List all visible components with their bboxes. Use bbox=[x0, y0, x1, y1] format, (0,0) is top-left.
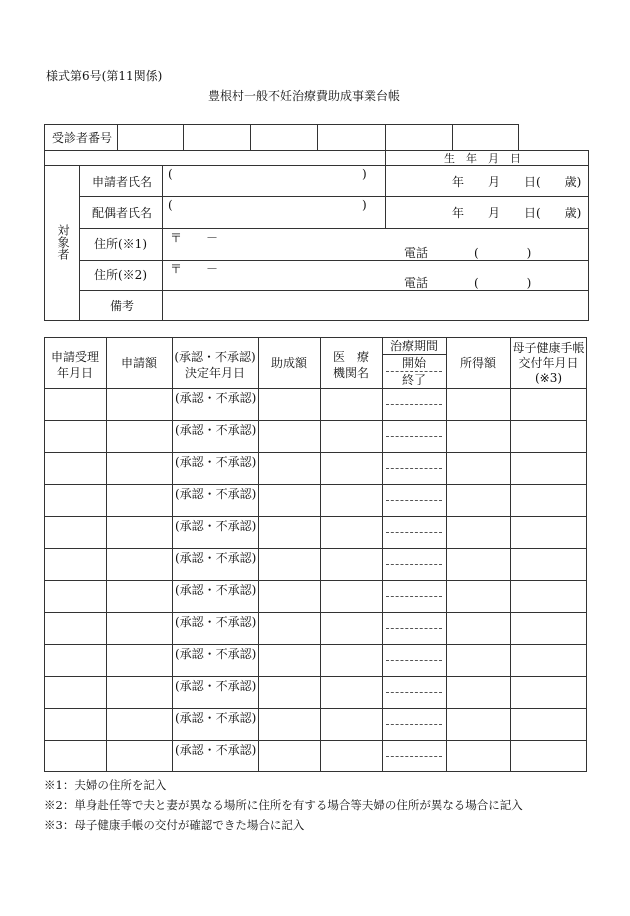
period-divider bbox=[386, 436, 442, 437]
address1-label: 住所(※1) bbox=[94, 237, 147, 251]
decision-status-text: (承認・不承認) bbox=[175, 551, 257, 565]
patient-number-input[interactable] bbox=[118, 125, 518, 150]
page-title: 豊根村一般不妊治療費助成事業台帳 bbox=[208, 89, 401, 103]
header-amount-applied: 申請額 bbox=[120, 356, 157, 370]
subject-info-table bbox=[44, 124, 589, 321]
header-period: 治療期間 bbox=[389, 339, 438, 353]
ledger-row[interactable] bbox=[44, 548, 587, 580]
ledger-row[interactable] bbox=[44, 484, 587, 516]
decision-status-text: (承認・不承認) bbox=[175, 455, 257, 469]
header-decision: (承認・不承認) 決定年月日 bbox=[174, 350, 256, 380]
subject-label: 対象者 bbox=[56, 224, 70, 260]
decision-status-text: (承認・不承認) bbox=[175, 423, 257, 437]
footnotes bbox=[44, 775, 523, 835]
period-divider bbox=[386, 404, 442, 405]
decision-status-text: (承認・不承認) bbox=[175, 743, 257, 757]
applicant-kana-close: ) bbox=[362, 167, 367, 181]
decision-status-text: (承認・不承認) bbox=[175, 583, 257, 597]
ledger-row[interactable] bbox=[44, 612, 587, 644]
spouse-name-field[interactable] bbox=[163, 197, 384, 228]
patient-number-label: 受診者番号 bbox=[52, 131, 113, 145]
phone-parens-2: ( ) bbox=[474, 276, 532, 290]
birth-date-header: 生 年 月 日 bbox=[444, 152, 521, 165]
ledger-table bbox=[44, 337, 587, 772]
decision-status-text: (承認・不承認) bbox=[175, 647, 257, 661]
period-divider bbox=[386, 660, 442, 661]
header-income: 所得額 bbox=[459, 356, 496, 370]
spouse-birth-age: 年 月 日( 歳) bbox=[452, 206, 582, 220]
postal-mark-2: 〒 － bbox=[170, 262, 219, 276]
form-number: 様式第6号(第11関係) bbox=[46, 69, 163, 83]
footnote-1: ※1：夫婦の住所を記入 bbox=[44, 778, 167, 792]
header-receipt-date: 申請受理 年月日 bbox=[50, 350, 99, 380]
footnote-2: ※2：単身赴任等で夫と妻が異なる場所に住所を有する場合等夫婦の住所が異なる場合に記入 bbox=[44, 798, 523, 812]
phone-label-1: 電話 bbox=[404, 246, 429, 260]
phone-label-2: 電話 bbox=[404, 276, 429, 290]
footnote-3: ※3：母子健康手帳の交付が確認できた場合に記入 bbox=[44, 818, 305, 832]
address2-label: 住所(※2) bbox=[94, 268, 147, 282]
ledger-row[interactable] bbox=[44, 420, 587, 452]
period-divider bbox=[386, 628, 442, 629]
ledger-row[interactable] bbox=[44, 516, 587, 548]
decision-status-text: (承認・不承認) bbox=[175, 391, 257, 405]
spouse-kana-open: ( bbox=[168, 198, 173, 212]
applicant-name-label: 申請者氏名 bbox=[92, 175, 153, 189]
ledger-row[interactable] bbox=[44, 644, 587, 676]
decision-status-text: (承認・不承認) bbox=[175, 519, 257, 533]
period-divider bbox=[386, 564, 442, 565]
ledger-row[interactable] bbox=[44, 388, 587, 420]
header-subsidy: 助成額 bbox=[270, 356, 307, 370]
ledger-row[interactable] bbox=[44, 740, 587, 772]
header-period-end: 終了 bbox=[401, 373, 426, 387]
ledger-row[interactable] bbox=[44, 580, 587, 612]
applicant-birth-age: 年 月 日( 歳) bbox=[452, 175, 582, 189]
period-divider bbox=[386, 596, 442, 597]
applicant-name-field[interactable] bbox=[163, 166, 384, 196]
notes-label: 備考 bbox=[110, 299, 135, 313]
spouse-kana-close: ) bbox=[362, 198, 367, 212]
period-divider bbox=[386, 724, 442, 725]
period-divider bbox=[386, 468, 442, 469]
ledger-row[interactable] bbox=[44, 452, 587, 484]
decision-status-text: (承認・不承認) bbox=[175, 679, 257, 693]
period-divider bbox=[386, 500, 442, 501]
decision-status-text: (承認・不承認) bbox=[175, 487, 257, 501]
applicant-kana-open: ( bbox=[168, 167, 173, 181]
period-divider bbox=[386, 692, 442, 693]
header-period-start: 開始 bbox=[401, 356, 426, 370]
postal-mark-1: 〒 － bbox=[170, 231, 219, 245]
ledger-row[interactable] bbox=[44, 676, 587, 708]
phone-parens-1: ( ) bbox=[474, 246, 532, 260]
period-divider bbox=[386, 756, 442, 757]
notes-field[interactable] bbox=[163, 291, 588, 320]
header-maternal-handbook: 母子健康手帳 交付年月日 (※3) bbox=[512, 341, 585, 385]
header-clinic: 医 療 機関名 bbox=[332, 350, 369, 380]
spouse-name-label: 配偶者氏名 bbox=[92, 206, 153, 220]
period-divider bbox=[386, 532, 442, 533]
decision-status-text: (承認・不承認) bbox=[175, 615, 257, 629]
decision-status-text: (承認・不承認) bbox=[175, 711, 257, 725]
ledger-row[interactable] bbox=[44, 708, 587, 740]
